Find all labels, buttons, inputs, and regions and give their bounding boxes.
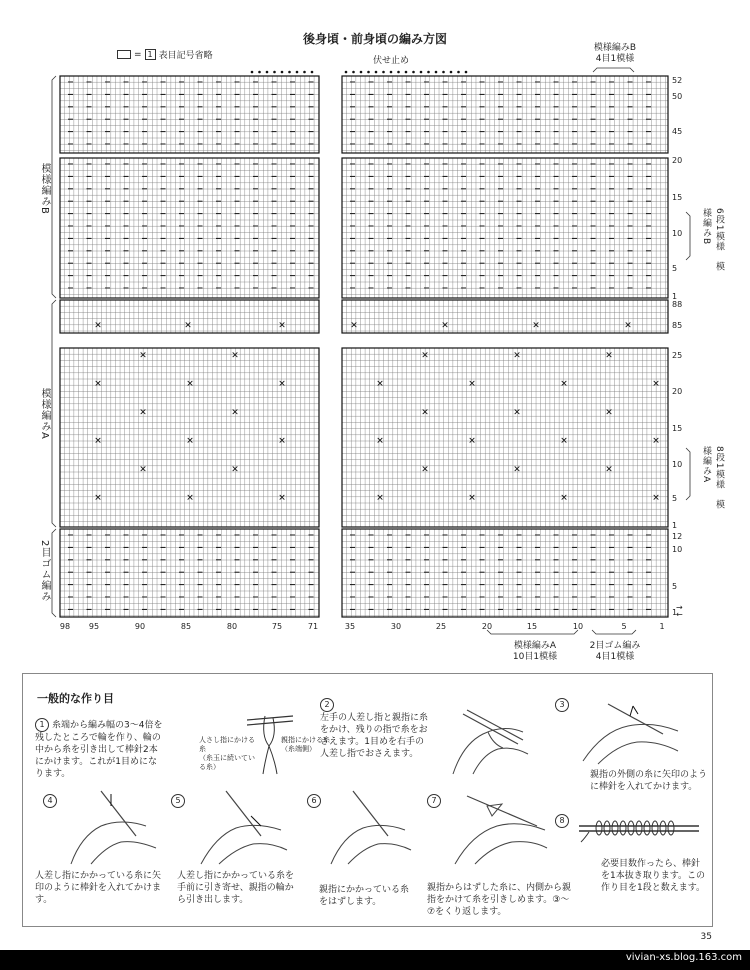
decrease-mark: ✕ — [231, 408, 239, 418]
cast-on-instructions — [22, 673, 713, 927]
decrease-mark: ✕ — [184, 321, 192, 331]
row-label: 5 — [672, 264, 678, 273]
knit-direction-arrow: → — [676, 603, 683, 612]
stitch-label: 75 — [271, 622, 283, 631]
grid-rib — [60, 529, 668, 617]
page-number: 35 — [700, 932, 712, 942]
bind-off-dot — [435, 71, 438, 74]
annot-thumb: 親指にかける糸 （糸端側） — [281, 736, 330, 753]
bind-off-dot — [420, 71, 423, 74]
chart-title: 後身頃・前身頃の編み方図 — [302, 32, 447, 46]
hand-sketch-step-4 — [61, 786, 161, 866]
decrease-mark: ✕ — [468, 436, 476, 447]
decrease-mark: ✕ — [186, 493, 194, 504]
decrease-mark: ✕ — [441, 321, 449, 331]
bind-off-dot — [281, 71, 284, 74]
row-label: 1 — [672, 608, 678, 617]
decrease-mark: ✕ — [652, 436, 660, 447]
stitch-label: 71 — [307, 622, 319, 631]
stitch-label: 95 — [88, 622, 100, 631]
row-label: 15 — [672, 424, 683, 433]
decrease-mark: ✕ — [186, 379, 194, 390]
row-label: 45 — [672, 127, 683, 136]
decrease-mark: ✕ — [513, 408, 521, 418]
decrease-mark: ✕ — [513, 351, 521, 361]
decrease-mark: ✕ — [376, 493, 384, 504]
row-label: 5 — [672, 582, 678, 591]
section-bracket — [52, 76, 56, 298]
top-bracket-b — [593, 68, 634, 72]
grid-pattern-a — [60, 348, 668, 527]
decrease-mark: ✕ — [421, 351, 429, 361]
side-label-right-b: 6段1模様 模様編みB — [701, 208, 724, 272]
grid-transition — [60, 300, 668, 333]
row-label: 10 — [672, 229, 683, 238]
grid-pattern-b — [60, 158, 668, 298]
decrease-mark: ✕ — [468, 493, 476, 504]
bind-off-dot — [382, 71, 385, 74]
decrease-mark: ✕ — [560, 379, 568, 390]
step-6-num: 6 — [307, 794, 324, 808]
bind-off-dot — [397, 71, 400, 74]
step-3: 親指の外側の糸に矢印のように棒針を入れてかけます。 — [590, 770, 708, 792]
decrease-mark: ✕ — [532, 321, 540, 331]
row-label: 20 — [672, 156, 683, 165]
decrease-mark: ✕ — [350, 321, 358, 331]
bind-off-label: 伏せ止め — [373, 56, 410, 66]
row-label: 1 — [672, 292, 678, 301]
hand-sketch-step-5 — [191, 786, 291, 866]
step-4-num: 4 — [43, 794, 60, 808]
instructions-title: 一般的な作り目 — [37, 692, 114, 705]
bind-off-dot — [442, 71, 445, 74]
decrease-mark: ✕ — [231, 465, 239, 475]
step-7-num: 7 — [427, 794, 444, 808]
decrease-mark: ✕ — [94, 436, 102, 447]
hand-sketch-step-2 — [443, 704, 538, 779]
decrease-mark: ✕ — [468, 379, 476, 390]
side-label-right-a: 8段1模様 模様編みA — [701, 446, 724, 510]
decrease-mark: ✕ — [278, 493, 286, 504]
row-label: 5 — [672, 494, 678, 503]
bind-off-dot — [273, 71, 276, 74]
stitch-label: 98 — [59, 622, 71, 631]
row-label: 10 — [672, 545, 683, 554]
decrease-mark: ✕ — [94, 493, 102, 504]
section-bracket — [52, 300, 56, 527]
bind-off-dot — [296, 71, 299, 74]
decrease-mark: ✕ — [139, 465, 147, 475]
decrease-mark: ✕ — [605, 351, 613, 361]
side-label-pattern-a: 模様編みA — [39, 388, 50, 440]
step-5: 人差し指にかかっている糸を手前に引き寄せ、親指の輪から引き出します。 — [177, 871, 295, 905]
stitch-label: 85 — [180, 622, 192, 631]
side-label-pattern-b: 模様編みB — [39, 163, 50, 215]
side-label-rib: 2目ゴム編み — [39, 540, 50, 603]
row-label: 85 — [672, 321, 683, 330]
purl-direction-arrow: ← — [676, 610, 683, 619]
bind-off-dot — [450, 71, 453, 74]
step-3-num: 3 — [555, 698, 572, 712]
section-bracket — [52, 529, 56, 617]
bind-off-dot — [412, 71, 415, 74]
stitch-label: 10 — [572, 622, 584, 631]
decrease-mark: ✕ — [376, 436, 384, 447]
repeat-bracket-a — [686, 448, 690, 500]
decrease-mark: ✕ — [186, 436, 194, 447]
row-label: 12 — [672, 532, 683, 541]
repeat-bracket-b — [686, 212, 690, 260]
decrease-mark: ✕ — [652, 493, 660, 504]
decrease-mark: ✕ — [94, 321, 102, 331]
bind-off-dot — [427, 71, 430, 74]
hand-sketch-step-6 — [323, 786, 413, 866]
bind-off-dot — [258, 71, 261, 74]
step-1: 1 糸端から編み幅の3〜4倍を残したところで輪を作り、輪の中から糸を引き出して棒針2本にかけます。これが1目めになります。 — [35, 720, 163, 779]
bind-off-dot — [390, 71, 393, 74]
legend: = 1 表目記号省略 — [117, 48, 213, 61]
decrease-mark: ✕ — [605, 465, 613, 475]
bottom-note-rib: 2目ゴム編み 4目1模様 — [589, 641, 641, 662]
hand-sketch-step-7 — [447, 786, 551, 866]
footer-watermark: vivian-xs.blog.163.com — [625, 952, 742, 963]
step-8-num: 8 — [555, 814, 572, 828]
bind-off-dot — [251, 71, 254, 74]
decrease-mark: ✕ — [560, 493, 568, 504]
grid-upper-b — [60, 76, 668, 153]
bottom-bracket-rib — [592, 630, 636, 634]
decrease-mark: ✕ — [139, 351, 147, 361]
decrease-mark: ✕ — [278, 436, 286, 447]
step-6: 親指にかかっている糸をはずします。 — [319, 885, 410, 907]
bind-off-dot — [405, 71, 408, 74]
row-label: 25 — [672, 351, 683, 360]
step-5-num: 5 — [171, 794, 188, 808]
decrease-mark: ✕ — [624, 321, 632, 331]
stitch-label: 5 — [621, 622, 627, 631]
bind-off-dot — [288, 71, 291, 74]
decrease-mark: ✕ — [652, 379, 660, 390]
step-2: 2 左手の人差し指と親指に糸をかけ、残りの指で糸をおさえます。1目めを右手の人差し指でおさえます。 — [320, 700, 429, 759]
decrease-mark: ✕ — [278, 379, 286, 390]
bind-off-dot — [360, 71, 363, 74]
cast-on-loop-icon — [245, 706, 295, 776]
decrease-mark: ✕ — [421, 465, 429, 475]
row-label: 20 — [672, 387, 683, 396]
decrease-mark: ✕ — [139, 408, 147, 418]
bind-off-dot — [465, 71, 468, 74]
decrease-mark: ✕ — [421, 408, 429, 418]
legend-text: 表目記号省略 — [158, 51, 213, 61]
annot-index-finger: 人さし指にかける糸 （糸玉に続いている糸） — [199, 736, 255, 771]
footer-bar — [0, 950, 750, 970]
stitch-label: 80 — [226, 622, 238, 631]
row-label: 1 — [672, 521, 678, 530]
bind-off-dot — [367, 71, 370, 74]
decrease-mark: ✕ — [513, 465, 521, 475]
step-7: 親指からはずした糸に、内側から親指をかけて糸を引きしめます。③〜⑦をくり返します。 — [427, 883, 572, 917]
step-4: 人差し指にかかっている糸に矢印のように棒針を入れてかけます。 — [35, 871, 162, 905]
decrease-mark: ✕ — [560, 436, 568, 447]
row-label: 10 — [672, 460, 683, 469]
decrease-mark: ✕ — [94, 379, 102, 390]
row-label: 15 — [672, 193, 683, 202]
bottom-note-pattern-a: 模様編みA 10目1模様 — [512, 641, 558, 662]
bind-off-dot — [352, 71, 355, 74]
legend-symbol: 1 — [145, 49, 156, 60]
decrease-mark: ✕ — [605, 408, 613, 418]
decrease-mark: ✕ — [231, 351, 239, 361]
row-label: 88 — [672, 300, 683, 309]
decrease-mark: ✕ — [278, 321, 286, 331]
bind-off-dot — [303, 71, 306, 74]
needles-with-stitches-icon — [579, 814, 703, 844]
stitch-label: 25 — [435, 622, 447, 631]
stitch-label: 1 — [659, 622, 665, 631]
row-label: 52 — [672, 76, 683, 85]
hand-sketch-step-3 — [578, 696, 688, 766]
stitch-label: 90 — [134, 622, 146, 631]
stitch-label: 30 — [390, 622, 402, 631]
step-8: 必要目数作ったら、棒針を1本抜き取ります。この作り目を1段と数えます。 — [601, 859, 706, 893]
stitch-label: 20 — [481, 622, 493, 631]
stitch-label: 15 — [526, 622, 538, 631]
pattern-b-top-label: 模様編みB 4目1模様 — [593, 43, 637, 64]
decrease-mark: ✕ — [376, 379, 384, 390]
row-label: 50 — [672, 92, 683, 101]
bind-off-dot — [266, 71, 269, 74]
stitch-label: 35 — [344, 622, 356, 631]
bind-off-dot — [457, 71, 460, 74]
bind-off-dot — [311, 71, 314, 74]
bind-off-dot — [375, 71, 378, 74]
bind-off-dot — [345, 71, 348, 74]
legend-empty-box — [117, 50, 131, 59]
